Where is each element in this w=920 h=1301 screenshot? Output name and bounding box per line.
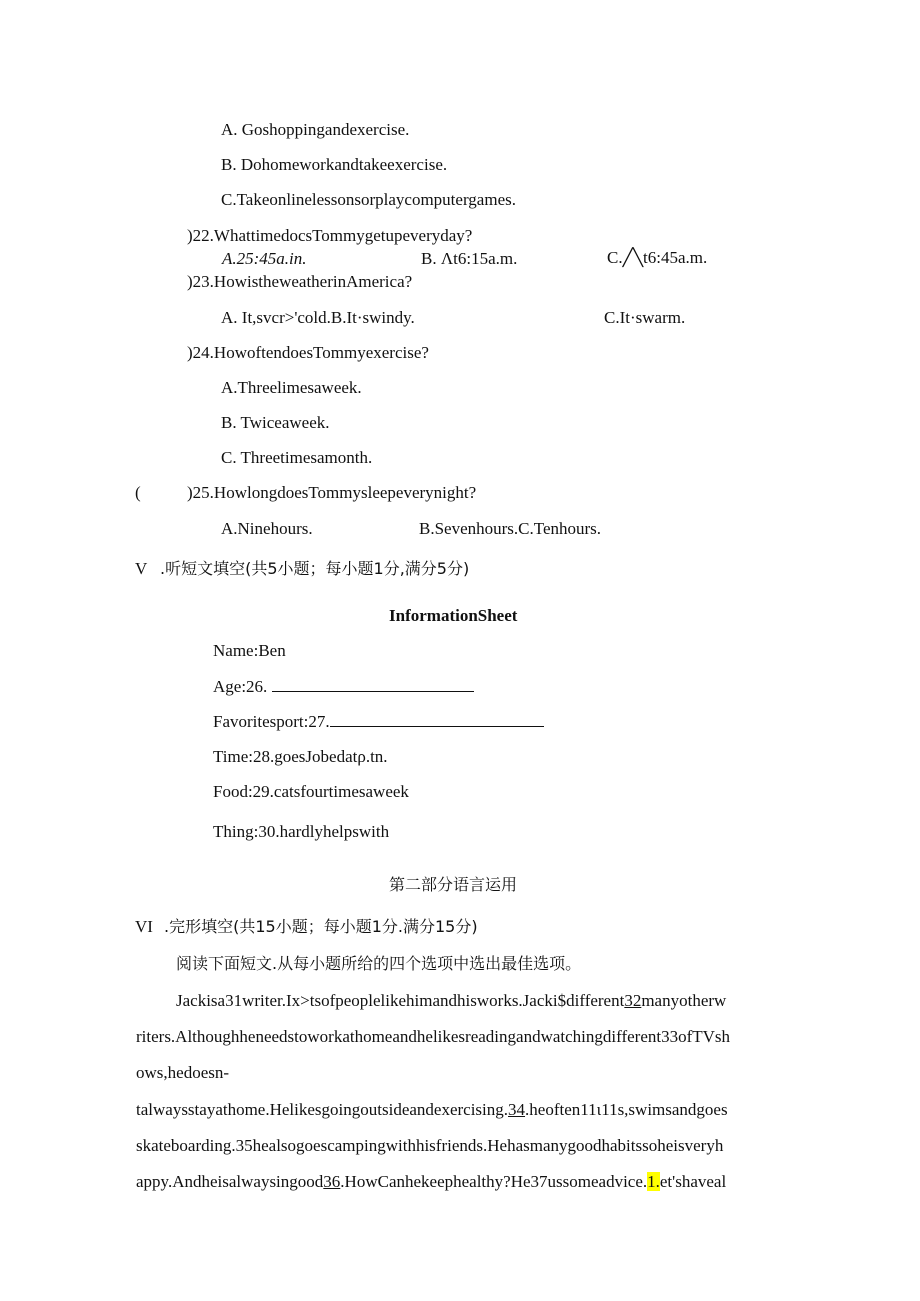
- q24-option-c: C. Threetimesamonth.: [221, 448, 373, 467]
- section6-number: VI: [135, 917, 153, 936]
- q21-option-c: C.Takeonlinelessonsorplaycomputergames.: [221, 190, 516, 209]
- q25-option-a: A.Ninehours.: [221, 519, 313, 538]
- q21-option-a: A. Goshoppingandexercise.: [221, 120, 410, 139]
- q24-question: )24.HowoftendoesTommyexercise?: [187, 343, 429, 362]
- blank-34: 34: [508, 1100, 526, 1119]
- age-blank[interactable]: [272, 677, 474, 692]
- passage-line-2: riters.Althoughheneedstoworkathomeandhelikesreadingandwatchingdifferent33ofTVsh: [136, 1027, 731, 1046]
- sport-blank[interactable]: [330, 712, 544, 727]
- sheet-food: Food:29.catsfourtimesaweek: [213, 782, 409, 801]
- q24-option-a: A.Threelimesaweek.: [221, 378, 362, 397]
- highlighted-text: 1.: [647, 1172, 660, 1191]
- info-sheet-title: InformationSheet: [389, 606, 518, 625]
- sheet-thing: Thing:30.hardlyhelpswith: [213, 822, 390, 841]
- sheet-sport-label: Favoritesport:27.: [213, 712, 330, 731]
- q23-option-c: C.It·swarm.: [604, 308, 686, 327]
- passage-line-3: ows,hedoesn-: [136, 1063, 230, 1082]
- section5-number: V: [135, 559, 148, 578]
- q24-option-b: B. Twiceaweek.: [221, 413, 330, 432]
- q22-option-c: C.╱╲t6:45a.m.: [607, 248, 708, 267]
- q22-question: )22.WhattimedocsTommygetupeveryday?: [187, 226, 473, 245]
- q25-option-bc: B.Sevenhours.C.Tenhours.: [419, 519, 602, 538]
- sheet-sport: [213, 711, 544, 733]
- q22-option-b: B. Λt6:15a.m.: [421, 249, 518, 268]
- sheet-time: Time:28.goesJobedatρ.tn.: [213, 747, 388, 766]
- q23-option-ab: A. It,svcr>'cold.B.It·swindy.: [221, 308, 415, 327]
- q25-paren: (: [135, 483, 141, 502]
- sheet-age: [213, 676, 474, 698]
- sheet-name: Name:Ben: [213, 641, 286, 660]
- blank-32: 32: [624, 991, 642, 1010]
- blank-36: 36: [323, 1172, 341, 1191]
- section5-title: .听短文填空(共5小题；每小题1分,满分5分): [160, 559, 470, 578]
- sheet-age-label: Age:26.: [213, 677, 268, 696]
- q23-question: )23.HowistheweatherinAmerica?: [187, 272, 413, 291]
- q25-question: )25.HowlongdoesTommysleepeverynight?: [187, 483, 477, 502]
- passage-line-6: appy.Andheisalwaysingood36.HowCanhekeephealthy?He37ussomeadvice.1.et'shaveal: [136, 1172, 727, 1191]
- passage-line-4: talwaysstayathome.Helikesgoingoutsideandexercising.34.heoften11ι11s,swimsandgoes: [136, 1100, 728, 1119]
- q22-option-a: A.25:45a.in.: [222, 249, 307, 268]
- section6-instruction: 阅读下面短文.从每小题所给的四个选项中选出最佳选项。: [176, 954, 582, 973]
- q21-option-b: B. Dohomeworkandtakeexercise.: [221, 155, 448, 174]
- part2-heading: 第二部分语言运用: [389, 875, 518, 894]
- section6-title: .完形填空(共15小题；每小题1分.满分15分): [164, 917, 478, 936]
- passage-line-5: skateboarding.35healsogoescampingwithhisfriends.Hehasmanygoodhabitssoheisveryh: [136, 1136, 724, 1155]
- passage-line-1: Jackisa31writer.Ix>tsofpeoplelikehimandhisworks.Jacki$different32manyotherw: [176, 991, 727, 1010]
